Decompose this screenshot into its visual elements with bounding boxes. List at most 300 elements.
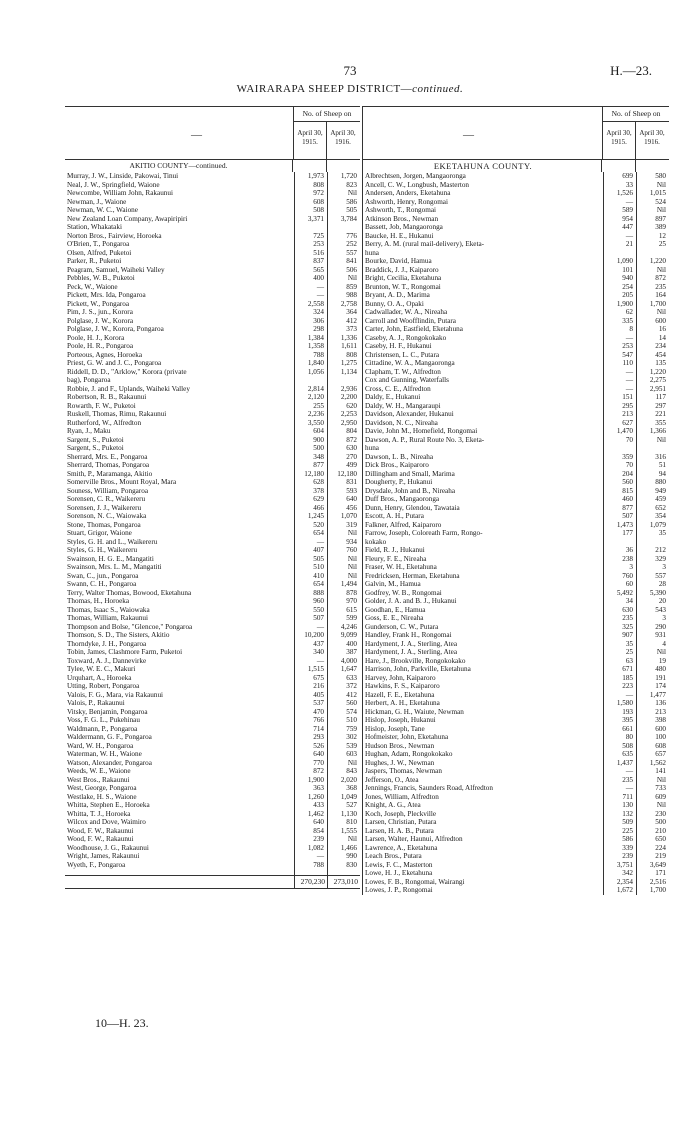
sheep-1916: 3 [636, 614, 669, 623]
table-row [363, 189, 669, 198]
table-row [65, 300, 360, 309]
owner-name: Thomas, H., Horoeka [67, 597, 130, 605]
sheep-1916: 400 [327, 640, 360, 649]
owner-name: Ancell, C. W., Longbush, Masterton [365, 180, 470, 189]
table-row [363, 546, 669, 555]
owner-name: Harvey, John, Kaiparoro [365, 673, 436, 682]
sheep-1916: 25 [636, 240, 669, 249]
table-row [363, 818, 669, 827]
sheep-1916: Nil [636, 436, 669, 445]
owner-name: Ruskell, Thomas, Rimu, Rakaunui [67, 410, 167, 418]
sheep-1915: 295 [603, 402, 636, 411]
sheep-1916: 213 [636, 708, 669, 717]
table-row [65, 648, 360, 657]
sheep-1916: 880 [636, 478, 669, 487]
sheep-1915: 635 [603, 750, 636, 759]
sheep-1915: 854 [294, 827, 327, 836]
sheep-1915: — [603, 368, 636, 377]
sheep-1915: — [294, 283, 327, 292]
sheep-1915: 2,814 [294, 385, 327, 394]
sheep-1916: 35 [636, 529, 669, 538]
sheep-1916: 219 [636, 852, 669, 861]
sheep-1916: 136 [636, 699, 669, 708]
sheep-1916: 859 [327, 283, 360, 292]
table-row [363, 657, 669, 666]
owner-name: Tobin, James, Clashmore Farm, Puketoi [67, 648, 183, 656]
owner-name: Dawson, A. P., Rural Route No. 3, Eketa- [365, 435, 485, 444]
owner-name: New Zealand Loan Company, Awapiripiri [67, 214, 188, 223]
owner-name: Larsen, H. A. B., Putara [365, 826, 434, 835]
owner-name: Galvin, M., Hamua [365, 580, 421, 588]
table-row [65, 487, 360, 496]
sheep-1915: 516 [294, 249, 327, 258]
table-row [65, 257, 360, 266]
left-column-header [65, 107, 360, 160]
owner-name: Pim, J. S., jun., Korora [67, 308, 133, 316]
sheep-1915: 60 [603, 580, 636, 589]
owner-name: Waldermann, G. F., Pongaroa [67, 733, 152, 741]
sheep-1916: 3,649 [636, 861, 669, 870]
sheep-1915: 872 [294, 767, 327, 776]
table-row [65, 844, 360, 853]
table-row [363, 572, 669, 581]
sheep-1916: 1,366 [636, 427, 669, 436]
sheep-1915: 877 [294, 461, 327, 470]
sheep-1916: 235 [636, 283, 669, 292]
owner-name: Dick Bros., Kaiparoro [365, 461, 429, 469]
sheep-1916: 586 [327, 198, 360, 207]
name-column-heading: — [191, 129, 202, 141]
sheep-1916: 1,220 [636, 257, 669, 266]
table-row [363, 249, 669, 258]
table-row [363, 495, 669, 504]
owner-name: Field, R. J., Hukanui [365, 546, 425, 554]
sheep-1916: 368 [327, 784, 360, 793]
sheep-1916: 580 [636, 172, 669, 181]
owner-name: Drysdale, John and B., Nireaha [365, 486, 456, 495]
table-row [363, 538, 669, 547]
owner-name: Pickett, W., Pongaroa [67, 299, 130, 308]
sheep-1916: Nil [636, 648, 669, 657]
owner-name: Knight, A. G., Atea [365, 801, 421, 809]
sheep-1916: 2,253 [327, 410, 360, 419]
sheep-1916: 1,562 [636, 759, 669, 768]
sheep-1916: 316 [636, 453, 669, 462]
owner-name: huna [365, 444, 379, 452]
sheep-1916: 28 [636, 580, 669, 589]
sheep-1916: 364 [327, 308, 360, 317]
owner-name: Valois, F. G., Mara, via Rakaunui [67, 690, 164, 699]
sheep-1916: 1,700 [636, 300, 669, 309]
table-row [65, 453, 360, 462]
sheep-1915: — [603, 385, 636, 394]
table-row [363, 623, 669, 632]
sheep-1915: 239 [294, 835, 327, 844]
total-1915: 270,230 [294, 876, 327, 888]
owner-name: Woodhouse, J. G., Rakaunui [67, 843, 149, 852]
sheep-1916: 387 [327, 648, 360, 657]
sheep-1915 [294, 223, 327, 232]
sheep-1915: 21 [603, 240, 636, 249]
table-row [363, 827, 669, 836]
sheep-1915: 508 [294, 206, 327, 215]
table-row [65, 818, 360, 827]
sheep-1915: 363 [294, 784, 327, 793]
owner-name: Daldy, E., Hukanui [365, 393, 421, 401]
sheep-1915: 714 [294, 725, 327, 734]
sheep-1916: 1,700 [636, 886, 669, 895]
table-row [363, 368, 669, 377]
sheep-1916: 212 [636, 546, 669, 555]
table-row [363, 878, 669, 887]
owner-name: Clapham, T. W., Alfredton [365, 367, 441, 376]
sheep-1915: 342 [603, 869, 636, 878]
sheep-1915: 1,056 [294, 368, 327, 377]
sheep-1915: 410 [294, 572, 327, 581]
sheep-1915: 235 [603, 776, 636, 785]
sheep-1915: 1,462 [294, 810, 327, 819]
owner-name: Thorndyke, J. H., Pongaroa [67, 639, 147, 648]
sheep-1916: 823 [327, 181, 360, 190]
sheep-1915: 213 [603, 410, 636, 419]
left-rows [65, 172, 360, 869]
sheep-1916: 931 [636, 631, 669, 640]
table-row [363, 181, 669, 190]
sheep-1915: 954 [603, 215, 636, 224]
sheep-1916: 615 [327, 606, 360, 615]
sheep-1916: 878 [327, 589, 360, 598]
sheep-1915: 837 [294, 257, 327, 266]
sheep-1915: 661 [603, 725, 636, 734]
table-row [363, 521, 669, 530]
sheep-1915: 324 [294, 308, 327, 317]
table-row [65, 342, 360, 351]
sheep-1916: 174 [636, 682, 669, 691]
table-row [65, 436, 360, 445]
sheep-1916: 831 [327, 478, 360, 487]
sheep-1915: 339 [603, 844, 636, 853]
sheep-1915: 151 [603, 393, 636, 402]
right-rows [363, 172, 669, 895]
sheep-1915: 888 [294, 589, 327, 598]
sheep-1915: 907 [603, 631, 636, 640]
table-row [65, 470, 360, 479]
owner-name: Golder, J. A. and B. J., Hukanui [365, 597, 457, 605]
sheep-1916: 650 [636, 835, 669, 844]
sheep-1915: 972 [294, 189, 327, 198]
sheep-1915: 470 [294, 708, 327, 717]
owner-name: Weeds, W. E., Waione [67, 767, 131, 775]
owner-name: Whitta, Stephen E., Horoeka [67, 801, 150, 809]
table-row [65, 172, 360, 181]
sheep-1915: 293 [294, 733, 327, 742]
table-row [65, 589, 360, 598]
sheep-1915 [603, 249, 636, 258]
footer-reference: 10—H. 23. [95, 1016, 149, 1030]
table-row [363, 793, 669, 802]
owner-name: Andersen, Anders, Eketahuna [365, 189, 451, 197]
sheep-1915: 1,515 [294, 665, 327, 674]
owner-name: Ryan, J., Maku [67, 427, 111, 435]
owner-name: Sargent, S., Puketoi [67, 444, 124, 452]
owner-name: Station, Whakataki [67, 223, 122, 231]
sheep-1916: 733 [636, 784, 669, 793]
table-row [65, 393, 360, 402]
owner-name: Thompson and Bolse, "Glencoe," Pongaroa [67, 622, 193, 631]
sheep-1915: 25 [603, 648, 636, 657]
sheep-1915: 507 [603, 512, 636, 521]
sheep-1916: 830 [327, 861, 360, 870]
sheep-1915: 238 [603, 555, 636, 564]
owner-name: Carroll and Woofflindin, Putara [365, 316, 456, 325]
owner-name: Pickett, Mrs. Ida, Pongaroa [67, 291, 146, 299]
sheep-1916: 620 [327, 402, 360, 411]
table-row [65, 351, 360, 360]
left-table [65, 106, 360, 889]
table-row [65, 334, 360, 343]
sheep-1916: 164 [636, 291, 669, 300]
sheep-1915 [603, 538, 636, 547]
owner-name: Hughan, Adam, Rongokokako [365, 750, 453, 758]
sheep-1915: 359 [603, 453, 636, 462]
sheep-1916: 1,647 [327, 665, 360, 674]
sheep-1916: Nil [327, 835, 360, 844]
table-row [65, 478, 360, 487]
table-row [363, 606, 669, 615]
table-row [363, 436, 669, 445]
table-row [65, 572, 360, 581]
table-row [363, 470, 669, 479]
sheep-1916: 897 [636, 215, 669, 224]
table-row [65, 538, 360, 547]
sheep-1916: 480 [636, 665, 669, 674]
sheep-1916: 600 [636, 317, 669, 326]
sheep-1915: 509 [603, 818, 636, 827]
table-row [65, 699, 360, 708]
sheep-1915: 505 [294, 555, 327, 564]
sheep-1915: 1,473 [603, 521, 636, 530]
sheep-1915: 3,371 [294, 215, 327, 224]
sheep-1915: 508 [603, 742, 636, 751]
sheep-1915: 675 [294, 674, 327, 683]
owner-name: Falkner, Alfred, Kaiparoro [365, 520, 442, 529]
sheep-1915: 8 [603, 325, 636, 334]
sheep-1915: 1,526 [603, 189, 636, 198]
owner-name: Cittadine, W. A., Mangaoronga [365, 359, 455, 367]
table-row [363, 852, 669, 861]
sheep-1915: 766 [294, 716, 327, 725]
owner-name: Davidson, N. C., Nireaha [365, 418, 438, 427]
owner-name: Hofmeister, John, Eketahuna [365, 733, 449, 741]
table-row [65, 402, 360, 411]
sheep-1915: 466 [294, 504, 327, 513]
sheep-1915: 460 [603, 495, 636, 504]
sheep-1916: 354 [636, 512, 669, 521]
sheep-group-heading: No. of Sheep on [293, 107, 360, 122]
table-row [65, 852, 360, 861]
table-row [363, 682, 669, 691]
table-row [363, 580, 669, 589]
owner-name: Bunny, O. A., Opaki [365, 299, 424, 308]
sheep-1916: 810 [327, 818, 360, 827]
table-row [363, 614, 669, 623]
table-row [363, 461, 669, 470]
table-row [363, 385, 669, 394]
table-row [65, 249, 360, 258]
sheep-1915: 204 [603, 470, 636, 479]
owner-name: Larsen, Walter, Haunui, Alfredton [365, 835, 463, 843]
table-row [363, 427, 669, 436]
owner-name: Jaspers, Thomas, Newman [365, 767, 442, 775]
sheep-1915: 520 [294, 521, 327, 530]
sheep-1915: 808 [294, 181, 327, 190]
owner-name: Lowe, H. J., Eketahuna [365, 869, 433, 877]
table-row [363, 742, 669, 751]
table-row [65, 223, 360, 232]
sheep-1915: 239 [603, 852, 636, 861]
table-row [65, 529, 360, 538]
owner-name: Cross, C. E., Alfredton [365, 384, 431, 393]
table-row [65, 461, 360, 470]
sheep-1916: 221 [636, 410, 669, 419]
owner-name: huna [365, 248, 379, 257]
sheep-1916: 988 [327, 291, 360, 300]
sheep-1916: Nil [636, 266, 669, 275]
sheep-1915: 348 [294, 453, 327, 462]
sheep-1915: 5,492 [603, 589, 636, 598]
total-row [65, 875, 360, 889]
sheep-1916: 1,130 [327, 810, 360, 819]
table-row [65, 784, 360, 793]
owner-name: Watson, Alexander, Pongaroa [67, 758, 152, 767]
sheep-1915: — [294, 623, 327, 632]
owner-name: Caseby, A. J., Rongokokako [365, 333, 447, 342]
sheep-1915: 33 [603, 181, 636, 190]
table-row [363, 300, 669, 309]
table-row [363, 861, 669, 870]
sheep-1915: 132 [603, 810, 636, 819]
owner-name: Stone, Thomas, Pongaroa [67, 520, 141, 529]
owner-name: Newman, W. C., Waione [67, 206, 138, 214]
owner-name: Christensen, L. C., Putara [365, 350, 440, 359]
sheep-1916: 603 [327, 750, 360, 759]
sheep-1915: 1,358 [294, 342, 327, 351]
table-row [363, 308, 669, 317]
sheep-1916: 640 [327, 495, 360, 504]
table-row [363, 529, 669, 538]
table-row [65, 181, 360, 190]
table-row [65, 504, 360, 513]
owner-name: Duff Bros., Mangaoronga [365, 495, 440, 503]
table-row [65, 614, 360, 623]
owner-name: Sorenson, N. C., Waiowaka [67, 512, 147, 520]
sheep-1915: 877 [603, 504, 636, 513]
sheep-group-heading: No. of Sheep on [602, 107, 669, 122]
sheep-1916: 609 [636, 793, 669, 802]
owner-name: Wood, F. W., Rakaunui [67, 835, 134, 843]
sheep-1916: 4,246 [327, 623, 360, 632]
sheep-1916 [636, 444, 669, 453]
table-row [65, 597, 360, 606]
sheep-1915: 1,973 [294, 172, 327, 181]
sheep-1915: — [603, 334, 636, 343]
table-row [363, 716, 669, 725]
sheep-1916: 1,720 [327, 172, 360, 181]
name-column-heading: — [463, 129, 474, 141]
sheep-1915: 565 [294, 266, 327, 275]
table-row [363, 640, 669, 649]
sheep-1915: 960 [294, 597, 327, 606]
owner-name: O'Brien, T., Pongaroa [67, 240, 130, 248]
table-row [65, 725, 360, 734]
owner-name: Hare, J., Brookville, Rongokokako [365, 656, 466, 665]
table-row [363, 342, 669, 351]
owner-name: Swan, C., jun., Pongaroa [67, 571, 139, 580]
owner-name: Hudson Bros., Newman [365, 741, 435, 750]
owner-name: Souness, William, Pongaroa [67, 486, 149, 495]
sheep-1915: 253 [603, 342, 636, 351]
owner-name: Wood, F. W., Rakaunui [67, 826, 134, 835]
owner-name: Goss, E. E., Nireaha [365, 614, 424, 622]
sheep-1916: 2,200 [327, 393, 360, 402]
table-row [363, 810, 669, 819]
sheep-1915: 325 [603, 623, 636, 632]
owner-name: Bright, Cecilia, Eketahuna [365, 274, 442, 282]
table-row [363, 487, 669, 496]
sheep-1916: 230 [636, 810, 669, 819]
page-title: WAIRARAPA SHEEP DISTRICT—continued. [236, 83, 464, 95]
sheep-1916: 12 [636, 232, 669, 241]
table-row [363, 750, 669, 759]
sheep-1915: 1,090 [603, 257, 636, 266]
table-row [363, 555, 669, 564]
owner-name: Harrison, John, Parkville, Eketahuna [365, 665, 471, 673]
owner-name: Polglase, J. W., Korora, Pongaroa [67, 325, 164, 333]
sheep-1916: 872 [327, 436, 360, 445]
sheep-1916: 456 [327, 504, 360, 513]
owner-name: Neal, J. W., Springfield, Waione [67, 180, 160, 189]
sheep-1915: 586 [603, 835, 636, 844]
sheep-1915: 2,558 [294, 300, 327, 309]
col-1916-heading: April 30, 1916. [326, 121, 359, 159]
table-row [363, 589, 669, 598]
table-row [65, 716, 360, 725]
sheep-1916: 398 [636, 716, 669, 725]
sheep-1916: 560 [327, 699, 360, 708]
owner-name: Fraser, W. H., Eketahuna [365, 563, 437, 571]
sheep-1915: 560 [603, 478, 636, 487]
sheep-1915: 604 [294, 427, 327, 436]
document-reference: H.—23. [610, 63, 652, 78]
sheep-1916: Nil [636, 801, 669, 810]
sheep-1916: 990 [327, 852, 360, 861]
owner-name: Thomas, Isaac S., Waiowaka [67, 605, 150, 614]
owner-name: Dunn, Henry, Glendou, Tawataia [365, 503, 460, 512]
table-row [363, 325, 669, 334]
table-row [65, 759, 360, 768]
table-row [65, 198, 360, 207]
sheep-1916: 510 [327, 716, 360, 725]
table-row [363, 240, 669, 249]
owner-name: Sherrard, Mrs. E., Pongaroa [67, 452, 148, 461]
sheep-1916: 290 [636, 623, 669, 632]
sheep-1915: 1,672 [603, 886, 636, 895]
owner-name: Robbie, J. and F., Uplands, Waiheki Valley [67, 384, 190, 393]
table-row [363, 504, 669, 513]
table-row [65, 750, 360, 759]
sheep-1916: 9,099 [327, 631, 360, 640]
sheep-1916: 100 [636, 733, 669, 742]
